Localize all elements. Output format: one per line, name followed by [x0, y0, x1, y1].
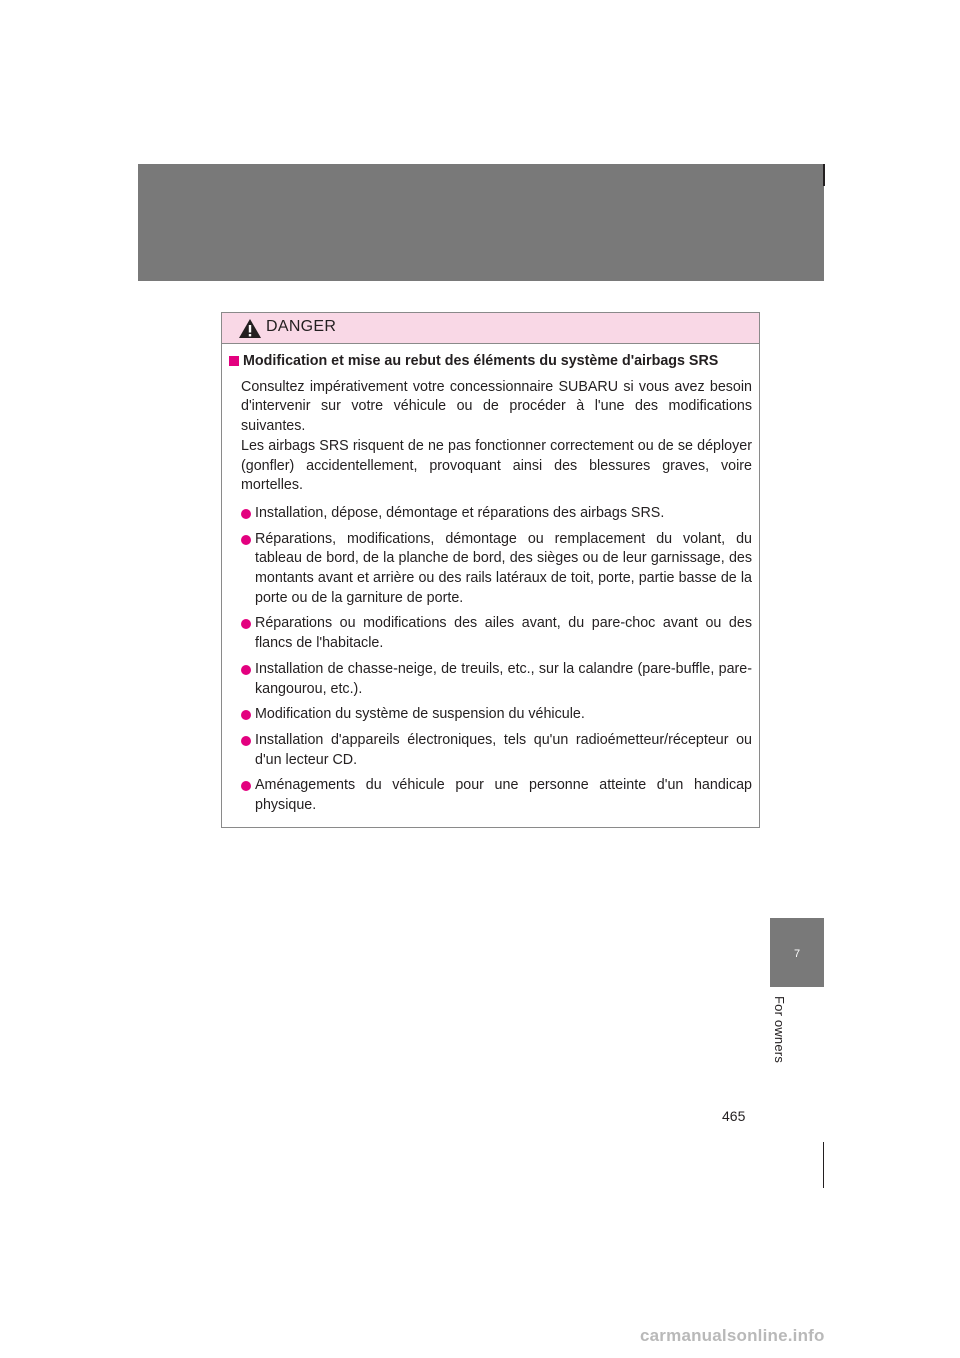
- list-item-text: Réparations ou modifications des ailes avant, du pare-choc avant ou des flancs de l'habitacle.: [255, 615, 752, 652]
- list-item: [241, 504, 752, 524]
- dot-bullet-icon: [241, 665, 251, 675]
- dot-bullet-icon: [241, 619, 251, 629]
- list-item-text: Installation, dépose, démontage et réparations des airbags SRS.: [255, 504, 665, 521]
- list-item-text: Modification du système de suspension du véhicule.: [255, 706, 585, 723]
- watermark: carmanualsonline.info: [640, 1326, 825, 1345]
- header-band: [138, 164, 824, 281]
- intro-paragraph-1: Consultez impérativement votre concessionnaire SUBARU si vous avez besoin d'intervenir sur votre véhicule ou de procéder à l'une des modifications suivantes.: [241, 378, 752, 435]
- dot-bullet-icon: [241, 535, 251, 545]
- dot-bullet-icon: [241, 736, 251, 746]
- list-item: [241, 731, 752, 770]
- crop-mark-top: [823, 164, 825, 186]
- list-item: [241, 660, 752, 699]
- dot-bullet-icon: [241, 710, 251, 720]
- chapter-tab[interactable]: [770, 918, 824, 987]
- list-item: [241, 530, 752, 609]
- section-title: [229, 352, 752, 372]
- danger-header: [222, 313, 759, 344]
- page-number: 465: [722, 1108, 746, 1124]
- crop-mark-bottom: [823, 1142, 824, 1188]
- danger-box: [221, 312, 760, 828]
- list-item-text: Aménagements du véhicule pour une personne atteinte d'un handicap physique.: [255, 777, 752, 814]
- danger-label: DANGER: [266, 318, 337, 335]
- list-item: [241, 614, 752, 653]
- dot-bullet-icon: [241, 781, 251, 791]
- chapter-label: For owners: [772, 996, 787, 1064]
- intro-paragraph-2: Les airbags SRS risquent de ne pas fonctionner correctement ou de se déployer (gonfler) accidentellement, provoquant ainsi des blessures graves, voire mortelles.: [241, 437, 752, 494]
- list-item: [241, 705, 752, 725]
- section-title-text: Modification et mise au rebut des éléments du système d'airbags SRS: [243, 353, 719, 369]
- list-item-text: Réparations, modifications, démontage ou remplacement du volant, du tableau de bord, de la planche de bord, des sièges ou de leur garnissage, des montants avant et arrière ou des rails latéraux de toit, porte, partie basse de la porte ou de la garniture de porte.: [255, 530, 752, 606]
- chapter-number: 7: [793, 948, 801, 960]
- list-item: [241, 776, 752, 815]
- list-item-text: Installation de chasse-neige, de treuils, etc., sur la calandre (pare-buffle, pare-kangourou, etc.).: [255, 660, 752, 697]
- danger-content: [222, 344, 759, 816]
- dot-bullet-icon: [241, 509, 251, 519]
- list-item-text: Installation d'appareils électroniques, tels qu'un radioémetteur/récepteur ou d'un lecteur CD.: [255, 731, 752, 768]
- square-bullet-icon: [229, 356, 239, 366]
- modification-list: [241, 504, 752, 816]
- warning-triangle-icon: [238, 318, 262, 339]
